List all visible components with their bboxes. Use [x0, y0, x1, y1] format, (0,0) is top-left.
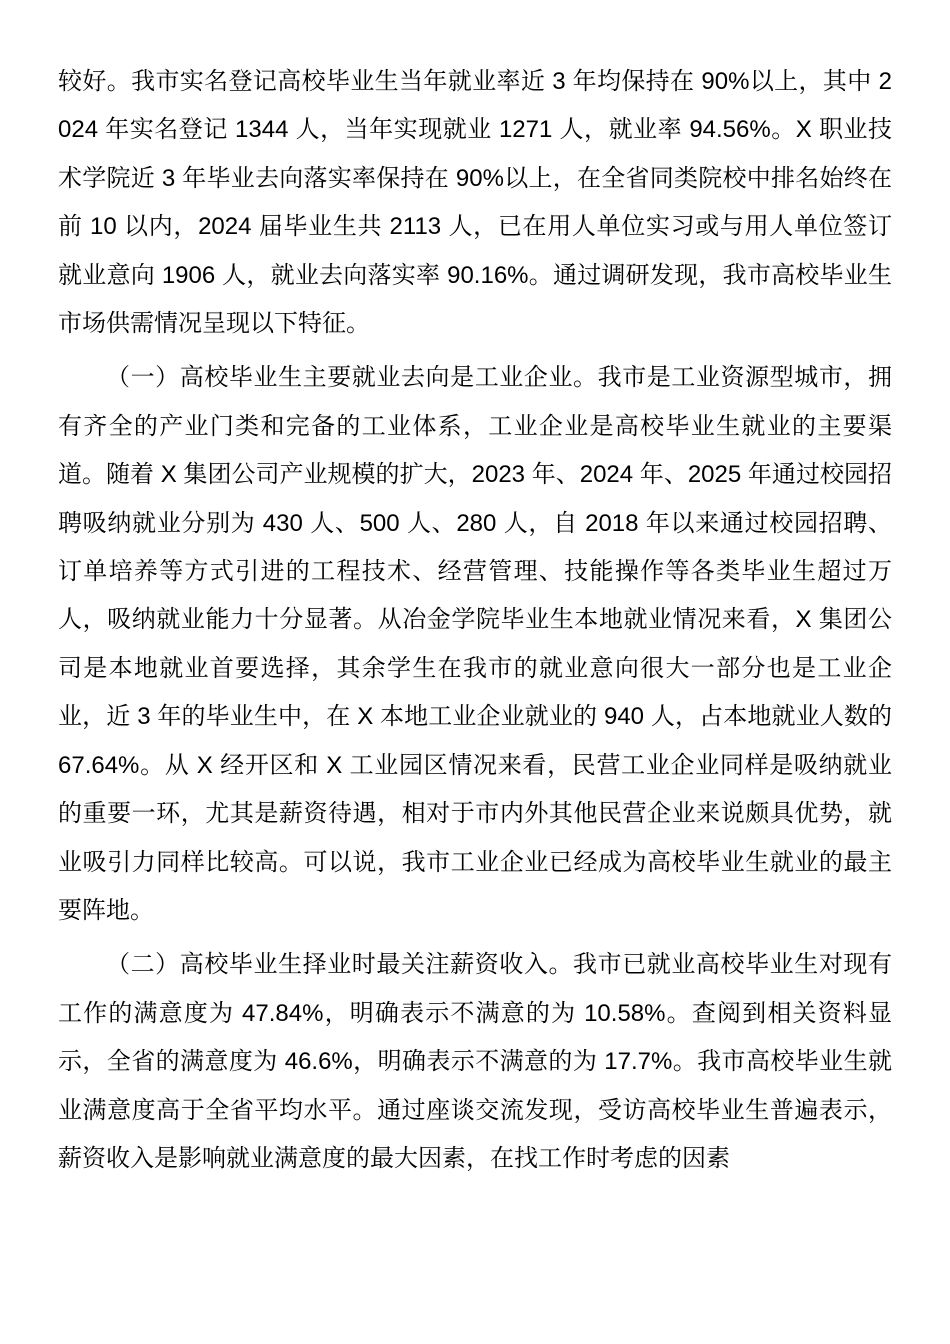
paragraph-intro-continuation: 较好。我市实名登记高校毕业生当年就业率近 3 年均保持在 90%以上，其中 2024 年实名登记 1344 人，当年实现就业 1271 人，就业率 94.56%。X 职业技术学院近 3 年毕业去向落实率保持在 90%以上，在全省同类院校中排名始终在前 10 以内，2024 届毕业生共 2113 人，已在用人单位实习或与用人单位签订就业意向 1906 人，就业去向落实率 90.16%。通过调研发现，我市高校毕业生市场供需情况呈现以下特征。: [58, 68, 892, 338]
paragraph-section-1: （一）高校毕业生主要就业去向是工业企业。我市是工业资源型城市，拥有齐全的产业门类和完备的工业体系，工业企业是高校毕业生就业的主要渠道。随着 X 集团公司产业规模的扩大，2023 年、2024 年、2025 年通过校园招聘吸纳就业分别为 430 人、500 人、280 人，自 2018 年以来通过校园招聘、订单培养等方式引进的工程技术、经营管理、技能操作等各类毕业生超过万人，吸纳就业能力十分显著。从冶金学院毕业生本地就业情况来看，X 集团公司是本地就业首要选择，其余学生在我市的就业意向很大一部分也是工业企业，近 3 年的毕业生中，在 X 本地工业企业就业的 940 人，占本地就业人数的 67.64%。从 X 经开区和 X 工业园区情况来看，民营工业企业同样是吸纳就业的重要一环，尤其是薪资待遇，相对于市内外其他民营企业来说颇具优势，就业吸引力同样比较高。可以说，我市工业企业已经成为高校毕业生就业的最主要阵地。: [58, 364, 892, 924]
paragraph-section-2: （二）高校毕业生择业时最关注薪资收入。我市已就业高校毕业生对现有工作的满意度为 47.84%，明确表示不满意的为 10.58%。查阅到相关资料显示，全省的满意度为 46.6%，明确表示不满意的为 17.7%。我市高校毕业生就业满意度高于全省平均水平。通过座谈交流发现，受访高校毕业生普遍表示，薪资收入是影响就业满意度的最大因素，在找工作时考虑的因素: [58, 951, 892, 1172]
